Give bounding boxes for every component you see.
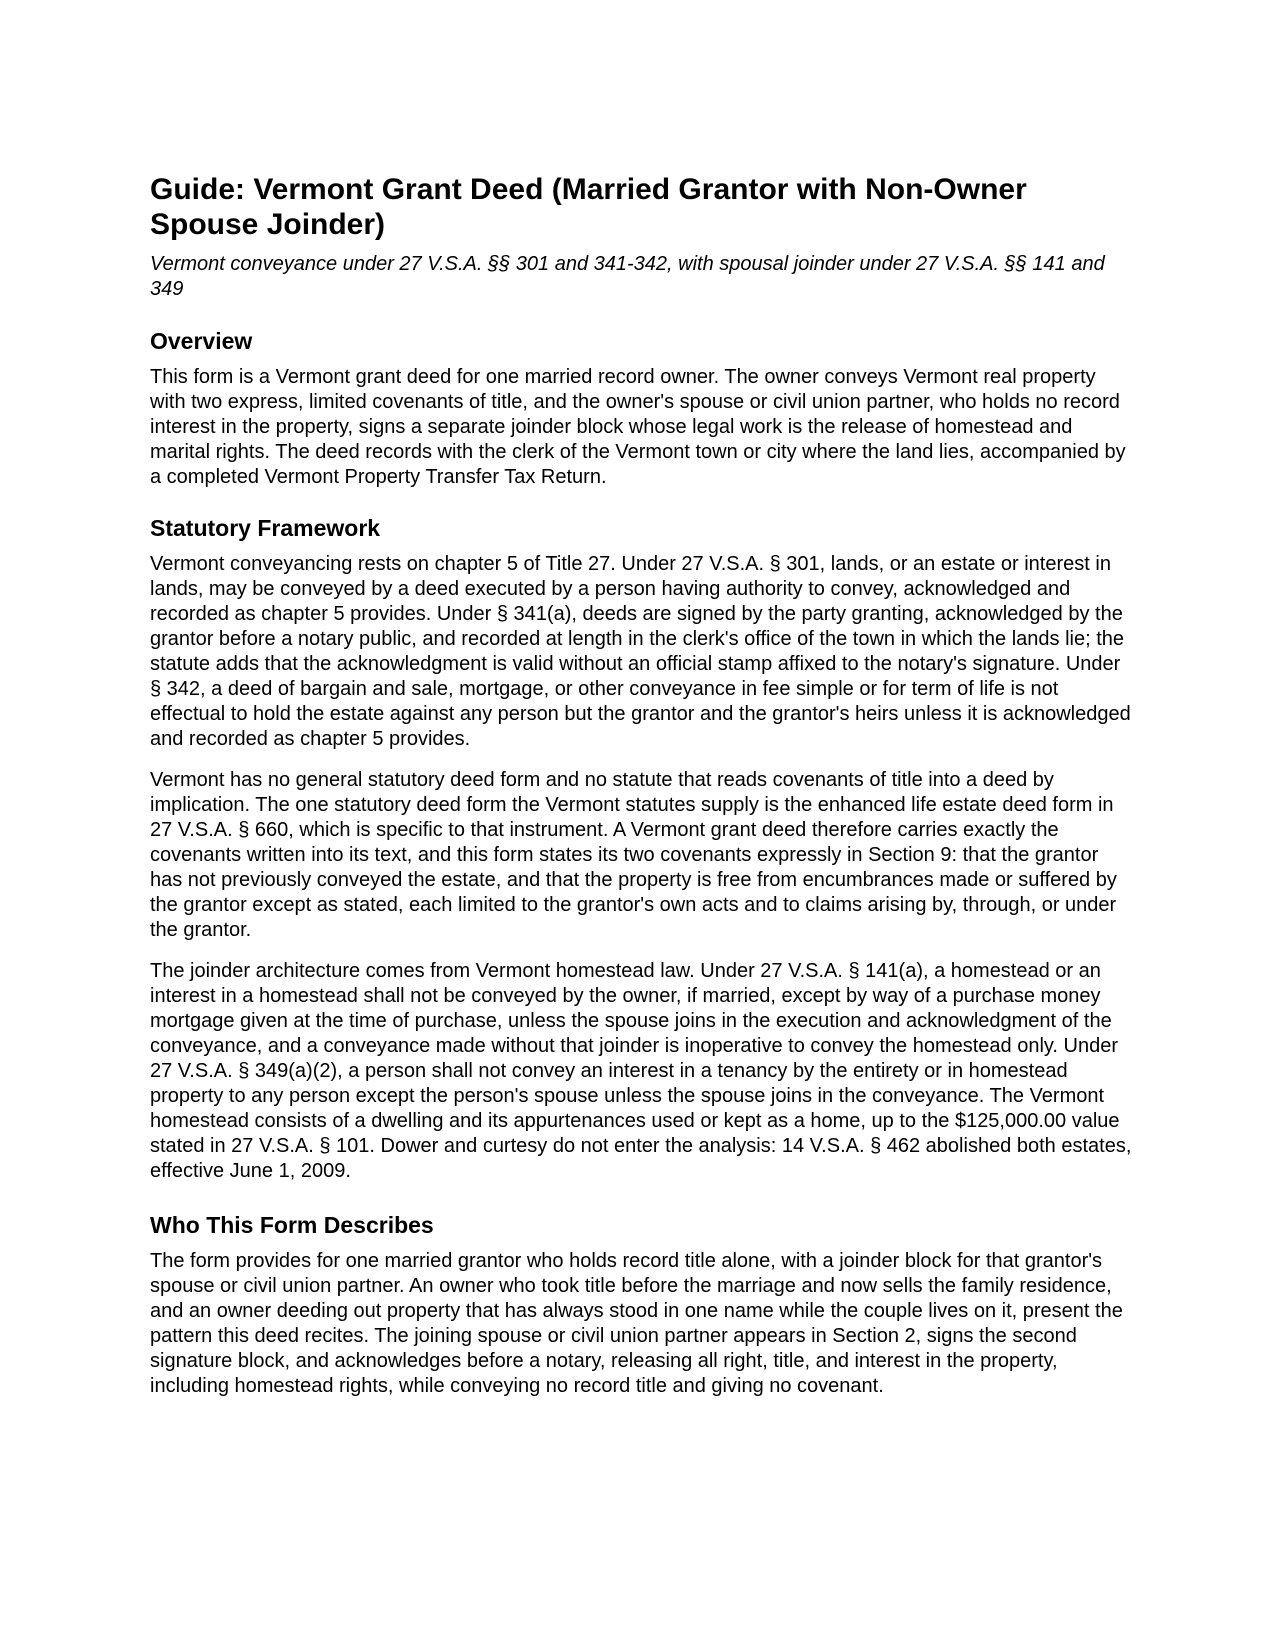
paragraph: Vermont conveyancing rests on chapter 5 of Title 27. Under 27 V.S.A. § 301, lands, or an estate or interest in lands, may be conveyed by a deed executed by a person having authority to convey, acknowledged and recorded as chapter 5 provides. Under § 341(a), deeds are signed by the party granting, acknowledged by the grantor before a notary public, and recorded at length in the clerk's office of the town in which the lands lie; the statute adds that the acknowledgment is valid without an official stamp affixed to the notary's signature. Under § 342, a deed of bargain and sale, mortgage, or other conveyance in fee simple or for term of life is not effectual to hold the estate against any person but the grantor and the grantor's heirs unless it is acknowledged and recorded as chapter 5 provides. [150, 553, 1131, 750]
paragraph: This form is a Vermont grant deed for one married record owner. The owner conveys Vermont real property with two express, limited covenants of title, and the owner's spouse or civil union partner, who holds no record interest in the property, signs a separate joinder block whose legal work is the release of homestead and marital rights. The deed records with the clerk of the Vermont town or city where the land lies, accompanied by a completed Vermont Property Transfer Tax Return. [150, 366, 1126, 488]
paragraph-spacer [150, 943, 1135, 959]
document-page [150, 172, 1135, 1399]
section-statutory-framework [150, 514, 1135, 1184]
page-title: Guide: Vermont Grant Deed (Married Grantor with Non-Owner Spouse Joinder) [150, 173, 1027, 241]
paragraph: Vermont has no general statutory deed form and no statute that reads covenants of title into a deed by implication. The one statutory deed form the Vermont statutes supply is the enhanced life estate deed form in 27 V.S.A. § 660, which is specific to that instrument. A Vermont grant deed therefore carries exactly the covenants written into its text, and this form states its two covenants expressly in Section 9: that the grantor has not previously conveyed the estate, and that the property is free from encumbrances made or suffered by the grantor except as stated, each limited to the grantor's own acts and to claims arising by, through, or under the grantor. [150, 769, 1117, 941]
paragraph-spacer [150, 752, 1135, 768]
paragraph: The joinder architecture comes from Vermont homestead law. Under 27 V.S.A. § 141(a), a homestead or an interest in a homestead shall not be conveyed by the owner, if married, except by way of a purchase money mortgage given at the time of purchase, unless the spouse joins in the execution and acknowledgment of the conveyance, and a conveyance made without that joinder is inoperative to convey the homestead only. Under 27 V.S.A. § 349(a)(2), a person shall not convey an interest in a tenancy by the entirety or in homestead property to any person except the person's spouse unless the spouse joins in the conveyance. The Vermont homestead consists of a dwelling and its appurtenances used or kept as a home, up to the $125,000.00 value stated in 27 V.S.A. § 101. Dower and curtesy do not enter the analysis: 14 V.S.A. § 462 abolished both estates, effective June 1, 2009. [150, 960, 1132, 1182]
section-heading: Overview [150, 328, 253, 354]
section-heading: Statutory Framework [150, 515, 381, 541]
section-overview [150, 327, 1135, 490]
section-who-this-form-describes [150, 1211, 1135, 1399]
page-subtitle: Vermont conveyance under 27 V.S.A. §§ 301 and 341-342, with spousal joinder under 27 V.S.A. §§ 141 and 349 [150, 253, 1105, 300]
paragraph: The form provides for one married grantor who holds record title alone, with a joinder block for that grantor's spouse or civil union partner. An owner who took title before the marriage and now sells the family residence, and an owner deeding out property that has always stood in one name while the couple lives on it, present the pattern this deed recites. The joining spouse or civil union partner appears in Section 2, signs the second signature block, and acknowledges before a notary, releasing all right, title, and interest in the property, including homestead rights, while conveying no record title and giving no covenant. [150, 1250, 1123, 1397]
section-heading: Who This Form Describes [150, 1212, 434, 1238]
